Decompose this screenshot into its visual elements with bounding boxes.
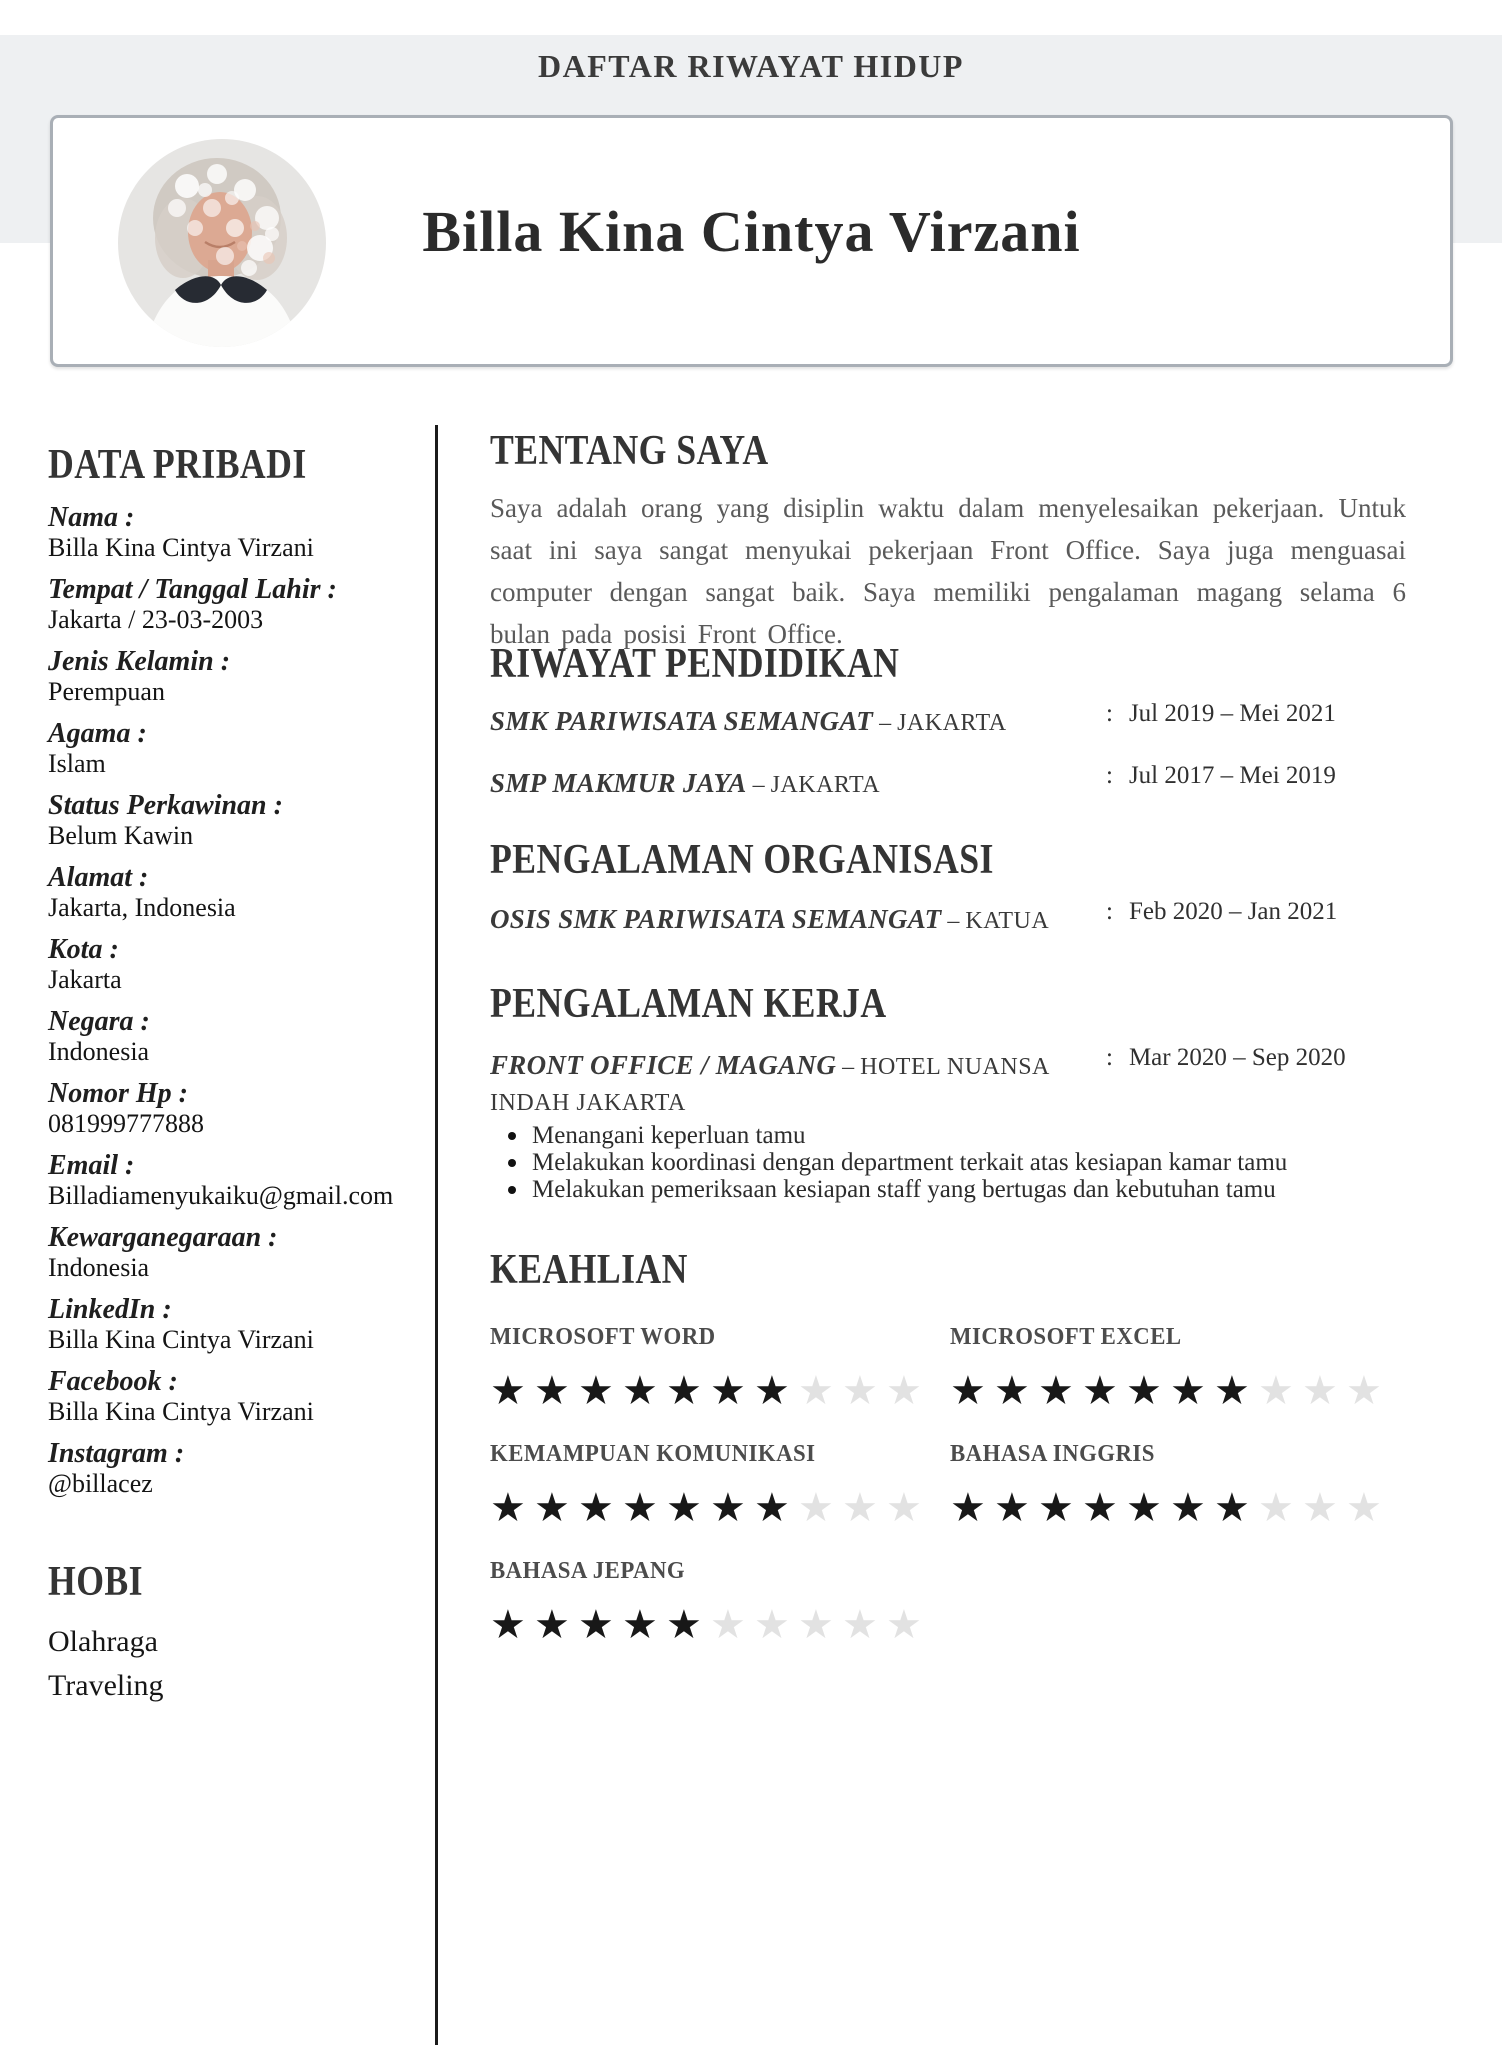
field-value: Perempuan bbox=[48, 677, 165, 706]
star-empty-icon: ★ bbox=[710, 1602, 746, 1648]
star-filled-icon: ★ bbox=[490, 1368, 526, 1414]
field-value: Islam bbox=[48, 749, 106, 778]
field-label: Email : bbox=[48, 1150, 135, 1181]
field-value: Billa Kina Cintya Virzani bbox=[48, 533, 314, 562]
star-filled-icon: ★ bbox=[1214, 1485, 1250, 1531]
personal-fields bbox=[48, 503, 428, 1511]
personal-field bbox=[48, 1079, 428, 1139]
skill-label bbox=[490, 1439, 950, 1469]
entry-detail: JAKARTA bbox=[770, 772, 881, 798]
entry-name: SMK PARIWISATA SEMANGAT bbox=[490, 706, 874, 736]
entry-title bbox=[490, 902, 1110, 938]
star-filled-icon: ★ bbox=[1126, 1368, 1162, 1414]
entry-title bbox=[490, 704, 1110, 740]
entry-title bbox=[490, 1048, 1110, 1120]
star-empty-icon: ★ bbox=[1302, 1368, 1338, 1414]
field-value: Indonesia bbox=[48, 1253, 150, 1282]
field-label: LinkedIn : bbox=[48, 1294, 172, 1325]
field-label: Agama : bbox=[48, 718, 147, 749]
period-colon: : bbox=[1106, 898, 1113, 925]
star-filled-icon: ★ bbox=[1082, 1485, 1118, 1531]
field-value: Jakarta / 23-03-2003 bbox=[48, 605, 264, 634]
star-filled-icon: ★ bbox=[622, 1485, 658, 1531]
section-heading-riwayat-pendidikan: RIWAYAT PENDIDIKAN bbox=[490, 641, 900, 687]
hobby-item: Olahraga bbox=[48, 1625, 158, 1658]
skill-item bbox=[490, 1322, 950, 1414]
field-value: Belum Kawin bbox=[48, 821, 194, 850]
star-filled-icon: ★ bbox=[666, 1368, 702, 1414]
skill-stars bbox=[490, 1485, 950, 1531]
document-title: DAFTAR RIWAYAT HIDUP bbox=[538, 48, 964, 84]
entry-detail: HOTEL NUANSA INDAH JAKARTA bbox=[490, 1054, 1049, 1116]
star-empty-icon: ★ bbox=[1346, 1368, 1382, 1414]
section-heading-pengalaman-organisasi: PENGALAMAN ORGANISASI bbox=[490, 837, 994, 883]
field-label: Tempat / Tanggal Lahir : bbox=[48, 574, 337, 605]
duty-item: Melakukan koordinasi dengan department terkait atas kesiapan kamar tamu bbox=[502, 1149, 1406, 1176]
skill-stars bbox=[490, 1602, 950, 1648]
star-filled-icon: ★ bbox=[578, 1485, 614, 1531]
hobbies-list bbox=[48, 1620, 164, 1708]
star-empty-icon: ★ bbox=[842, 1602, 878, 1648]
entry-separator: – bbox=[941, 908, 966, 934]
duty-item: Menangani keperluan tamu bbox=[502, 1122, 1406, 1149]
period-colon: : bbox=[1106, 762, 1113, 789]
personal-field bbox=[48, 1223, 428, 1283]
star-filled-icon: ★ bbox=[534, 1602, 570, 1648]
personal-field bbox=[48, 791, 428, 851]
period-colon: : bbox=[1106, 1044, 1113, 1071]
period-value: Feb 2020 – Jan 2021 bbox=[1128, 898, 1338, 925]
skills-grid bbox=[490, 1322, 1406, 1648]
field-label: Instagram : bbox=[48, 1438, 185, 1469]
field-value: Billa Kina Cintya Virzani bbox=[48, 1325, 314, 1354]
star-empty-icon: ★ bbox=[754, 1602, 790, 1648]
organization-entries bbox=[490, 898, 1406, 964]
field-label: Jenis Kelamin : bbox=[48, 646, 231, 677]
skill-stars bbox=[950, 1368, 1406, 1414]
field-value: @billacez bbox=[48, 1469, 153, 1498]
entry-period bbox=[1106, 1044, 1346, 1072]
star-filled-icon: ★ bbox=[994, 1368, 1030, 1414]
star-empty-icon: ★ bbox=[842, 1485, 878, 1531]
personal-field bbox=[48, 503, 428, 563]
star-filled-icon: ★ bbox=[950, 1368, 986, 1414]
entry-detail: JAKARTA bbox=[897, 710, 1007, 736]
personal-field bbox=[48, 1367, 428, 1427]
star-filled-icon: ★ bbox=[1082, 1368, 1118, 1414]
section-heading-keahlian: KEAHLIAN bbox=[490, 1247, 688, 1293]
skill-stars bbox=[490, 1368, 950, 1414]
field-label: Nomor Hp : bbox=[48, 1078, 188, 1109]
entry-period bbox=[1106, 700, 1336, 728]
entry-row bbox=[490, 1044, 1406, 1120]
skill-item bbox=[490, 1556, 950, 1648]
section-heading-tentang-saya: TENTANG SAYA bbox=[490, 428, 769, 474]
star-filled-icon: ★ bbox=[1214, 1368, 1250, 1414]
star-filled-icon: ★ bbox=[666, 1602, 702, 1648]
field-value: Billa Kina Cintya Virzani bbox=[48, 1397, 314, 1426]
star-filled-icon: ★ bbox=[534, 1368, 570, 1414]
star-empty-icon: ★ bbox=[842, 1368, 878, 1414]
about-text: Saya adalah orang yang disiplin waktu dalam menyelesaikan pekerjaan. Untuk saat ini saya sangat menyukai pekerjaan Front Office. Saya juga menguasai computer dengan sangat baik. Saya memiliki pengalaman magang selama 6 bulan pada posisi Front Office. bbox=[490, 493, 1406, 649]
star-filled-icon: ★ bbox=[1170, 1368, 1206, 1414]
person-name: Billa Kina Cintya Virzani bbox=[422, 199, 1081, 264]
star-filled-icon: ★ bbox=[994, 1485, 1030, 1531]
field-label: Kota : bbox=[48, 934, 119, 965]
star-filled-icon: ★ bbox=[622, 1368, 658, 1414]
skill-name: MICROSOFT WORD bbox=[490, 1324, 716, 1350]
skill-label bbox=[950, 1322, 1406, 1352]
star-filled-icon: ★ bbox=[950, 1485, 986, 1531]
entry-title bbox=[490, 766, 1110, 802]
entry-row bbox=[490, 898, 1406, 938]
star-empty-icon: ★ bbox=[1346, 1485, 1382, 1531]
star-filled-icon: ★ bbox=[1170, 1485, 1206, 1531]
section-heading-data-pribadi: DATA PRIBADI bbox=[48, 442, 307, 488]
personal-field bbox=[48, 863, 428, 923]
field-value: Indonesia bbox=[48, 1037, 150, 1066]
star-filled-icon: ★ bbox=[578, 1368, 614, 1414]
skill-name: BAHASA INGGRIS bbox=[950, 1441, 1155, 1467]
hobby-item: Traveling bbox=[48, 1669, 164, 1702]
skill-item bbox=[950, 1322, 1406, 1414]
star-empty-icon: ★ bbox=[1258, 1368, 1294, 1414]
header-card bbox=[50, 115, 1453, 367]
personal-field bbox=[48, 1151, 428, 1211]
entry-detail: KATUA bbox=[965, 908, 1050, 934]
entry-separator: – bbox=[873, 710, 898, 736]
personal-field bbox=[48, 719, 428, 779]
star-empty-icon: ★ bbox=[886, 1485, 922, 1531]
entry-period bbox=[1106, 898, 1337, 926]
personal-field bbox=[48, 1439, 428, 1499]
field-value: 081999777888 bbox=[48, 1109, 204, 1138]
entry-name: OSIS SMK PARIWISATA SEMANGAT bbox=[490, 904, 942, 934]
field-value: Jakarta bbox=[48, 965, 122, 994]
education-entries bbox=[490, 700, 1406, 828]
star-filled-icon: ★ bbox=[754, 1368, 790, 1414]
personal-field bbox=[48, 1007, 428, 1067]
field-label: Facebook : bbox=[48, 1366, 178, 1397]
work-duties-list bbox=[502, 1122, 1406, 1203]
period-value: Mar 2020 – Sep 2020 bbox=[1128, 1044, 1346, 1071]
entry-name: SMP MAKMUR JAYA bbox=[490, 768, 747, 798]
entry-separator: – bbox=[746, 772, 771, 798]
star-filled-icon: ★ bbox=[754, 1485, 790, 1531]
period-colon: : bbox=[1106, 700, 1113, 727]
skill-item bbox=[950, 1439, 1406, 1531]
star-empty-icon: ★ bbox=[798, 1602, 834, 1648]
skill-name: MICROSOFT EXCEL bbox=[950, 1324, 1182, 1350]
skill-item bbox=[490, 1439, 950, 1531]
star-filled-icon: ★ bbox=[578, 1602, 614, 1648]
star-filled-icon: ★ bbox=[1038, 1485, 1074, 1531]
star-filled-icon: ★ bbox=[622, 1602, 658, 1648]
skill-name: KEMAMPUAN KOMUNIKASI bbox=[490, 1441, 816, 1467]
duty-item: Melakukan pemeriksaan kesiapan staff yang bertugas dan kebutuhan tamu bbox=[502, 1176, 1406, 1203]
personal-field bbox=[48, 935, 428, 995]
field-label: Status Perkawinan : bbox=[48, 790, 283, 821]
entry-name: FRONT OFFICE / MAGANG bbox=[490, 1050, 837, 1080]
personal-field bbox=[48, 575, 428, 635]
column-divider bbox=[435, 425, 438, 2045]
period-value: Jul 2019 – Mei 2021 bbox=[1128, 700, 1336, 727]
star-filled-icon: ★ bbox=[710, 1368, 746, 1414]
entry-separator: – bbox=[836, 1054, 861, 1080]
entry-row bbox=[490, 700, 1406, 740]
star-empty-icon: ★ bbox=[1302, 1485, 1338, 1531]
skill-label bbox=[490, 1322, 950, 1352]
skill-name: BAHASA JEPANG bbox=[490, 1558, 686, 1584]
field-label: Alamat : bbox=[48, 862, 149, 893]
star-filled-icon: ★ bbox=[666, 1485, 702, 1531]
star-filled-icon: ★ bbox=[1126, 1485, 1162, 1531]
star-filled-icon: ★ bbox=[534, 1485, 570, 1531]
field-value: Billadiamenyukaiku@gmail.com bbox=[48, 1181, 394, 1210]
personal-field bbox=[48, 647, 428, 707]
field-label: Negara : bbox=[48, 1006, 150, 1037]
skill-stars bbox=[950, 1485, 1406, 1531]
field-label: Nama : bbox=[48, 502, 135, 533]
star-empty-icon: ★ bbox=[798, 1368, 834, 1414]
star-empty-icon: ★ bbox=[886, 1602, 922, 1648]
skill-label bbox=[950, 1439, 1406, 1469]
star-filled-icon: ★ bbox=[490, 1485, 526, 1531]
section-heading-hobi: HOBI bbox=[48, 1559, 143, 1605]
personal-field bbox=[48, 1295, 428, 1355]
entry-row bbox=[490, 762, 1406, 802]
star-filled-icon: ★ bbox=[710, 1485, 746, 1531]
star-filled-icon: ★ bbox=[1038, 1368, 1074, 1414]
field-value: Jakarta, Indonesia bbox=[48, 893, 236, 922]
section-heading-pengalaman-kerja: PENGALAMAN KERJA bbox=[490, 981, 887, 1027]
star-filled-icon: ★ bbox=[490, 1602, 526, 1648]
star-empty-icon: ★ bbox=[798, 1485, 834, 1531]
skill-label bbox=[490, 1556, 950, 1586]
star-empty-icon: ★ bbox=[886, 1368, 922, 1414]
star-empty-icon: ★ bbox=[1258, 1485, 1294, 1531]
field-label: Kewarganegaraan : bbox=[48, 1222, 278, 1253]
entry-period bbox=[1106, 762, 1336, 790]
period-value: Jul 2017 – Mei 2019 bbox=[1128, 762, 1336, 789]
